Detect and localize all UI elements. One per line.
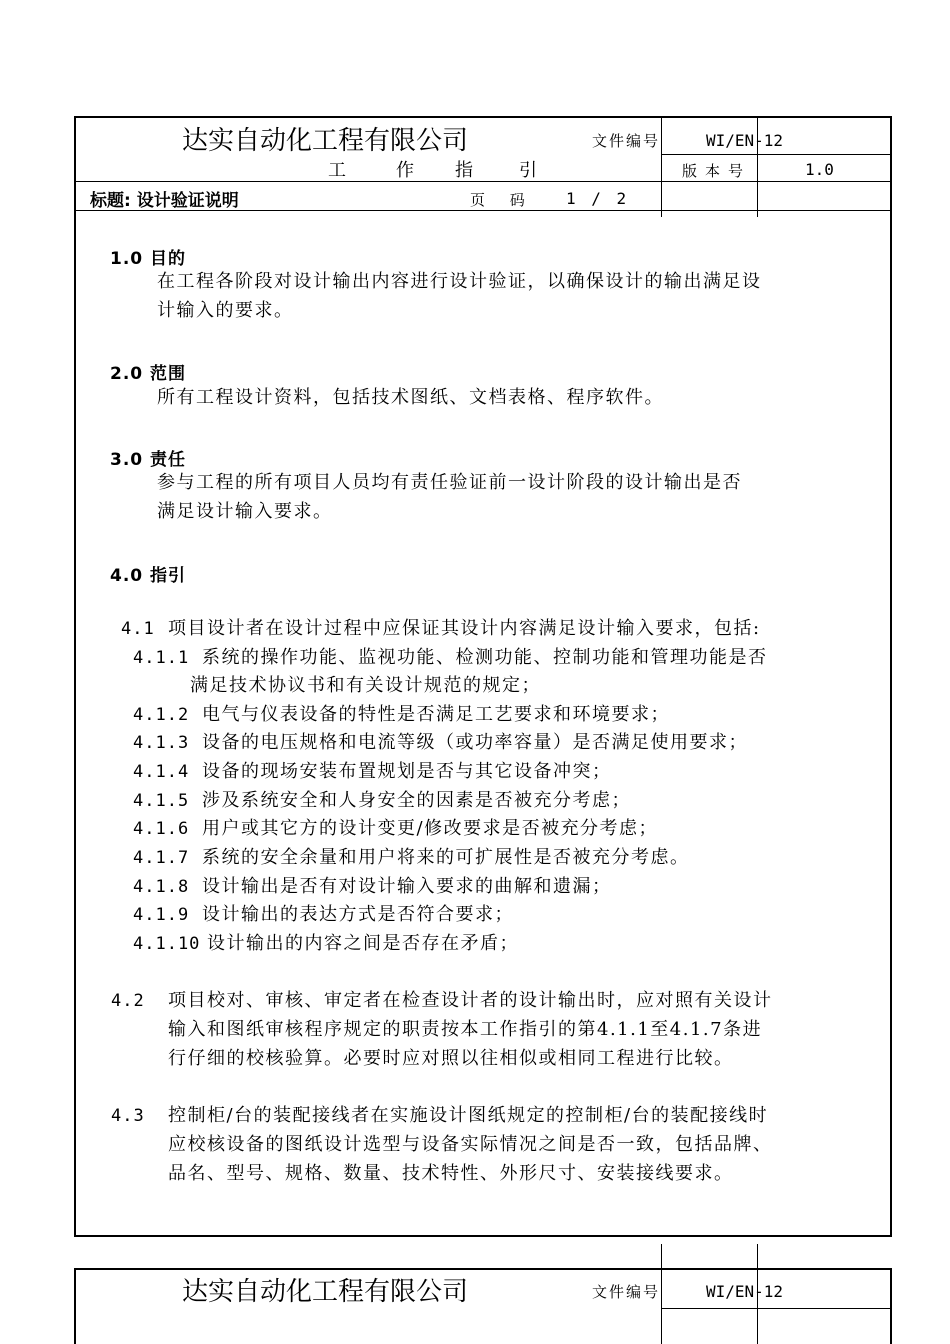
guide-item-number: 4.1.8 <box>133 877 190 897</box>
section-heading: 2.0 范围 <box>110 364 187 384</box>
header-grid-line <box>662 154 891 155</box>
version-label: 版本号 <box>682 162 752 180</box>
guide-item-text: 设备的电压规格和电流等级（或功率容量）是否满足使用要求； <box>202 732 748 753</box>
guide-item-text: 设计输出是否有对设计输入要求的曲解和遗漏； <box>202 876 612 897</box>
guide-number: 4.1 <box>121 619 155 639</box>
file-number: WI/EN-12 <box>706 131 784 150</box>
guide-item-text: 系统的安全余量和用户将来的可扩展性是否被充分考虑。 <box>202 847 690 868</box>
guide-item-number: 4.1.5 <box>133 791 190 811</box>
guide-text: 输入和图纸审核程序规定的职责按本工作指引的第4.1.1至4.1.7条进 <box>168 1019 763 1040</box>
guide-item-text: 设计输出的内容之间是否存在矛盾； <box>207 933 519 954</box>
version-number: 1.0 <box>805 160 834 179</box>
company-name: 达实自动化工程有限公司 <box>182 126 469 156</box>
guide-text: 项目设计者在设计过程中应保证其设计内容满足设计输入要求，包括: <box>168 618 761 639</box>
guide-item-text: 系统的操作功能、监视功能、检测功能、控制功能和管理功能是否 <box>202 647 768 668</box>
section-text: 所有工程设计资料，包括技术图纸、文档表格、程序软件。 <box>157 387 664 408</box>
guide-number: 4.3 <box>111 1106 145 1126</box>
section-text: 在工程各阶段对设计输出内容进行设计验证，以确保设计的输出满足设 <box>157 271 762 292</box>
guide-item-number: 4.1.6 <box>133 819 190 839</box>
guide-item-text: 用户或其它方的设计变更/修改要求是否被充分考虑； <box>202 818 659 839</box>
guide-item-text: 涉及系统安全和人身安全的因素是否被充分考虑； <box>202 790 631 811</box>
guide-number: 4.2 <box>111 991 145 1011</box>
next-file-number: WI/EN-12 <box>706 1282 784 1301</box>
section-heading: 1.0 目的 <box>110 249 187 269</box>
section-heading: 4.0 指引 <box>110 566 187 586</box>
guide-item-text: 设备的现场安装布置规划是否与其它设备冲突； <box>202 761 612 782</box>
next-header-grid-line <box>662 1308 891 1309</box>
header-grid-line <box>661 117 662 217</box>
guide-item-number: 4.1.2 <box>133 705 190 725</box>
doc-type-char: 引 <box>519 160 537 181</box>
doc-type-char: 作 <box>396 160 414 181</box>
section-text: 满足设计输入要求。 <box>157 501 333 522</box>
guide-item-text: 设计输出的表达方式是否符合要求； <box>202 904 514 925</box>
next-file-number-label: 文件编号 <box>592 1283 661 1301</box>
header-grid-line <box>75 181 891 182</box>
guide-item-number: 4.1.3 <box>133 733 190 753</box>
section-text: 计输入的要求。 <box>157 300 294 321</box>
guide-item-number: 4.1.10 <box>133 934 201 954</box>
doc-type-char: 工 <box>328 160 346 181</box>
guide-text: 项目校对、审核、审定者在检查设计者的设计输出时，应对照有关设计 <box>168 990 773 1011</box>
document-title: 标题: 设计验证说明 <box>90 191 239 211</box>
section-heading: 3.0 责任 <box>110 450 187 470</box>
page-number: 1 / 2 <box>566 189 630 208</box>
guide-item-text: 电气与仪表设备的特性是否满足工艺要求和环境要求； <box>202 704 670 725</box>
guide-text: 行仔细的校核验算。必要时应对照以往相似或相同工程进行比较。 <box>168 1048 734 1069</box>
section-text: 参与工程的所有项目人员均有责任验证前一设计阶段的设计输出是否 <box>157 472 742 493</box>
next-company-name: 达实自动化工程有限公司 <box>182 1277 469 1307</box>
guide-item-number: 4.1.9 <box>133 905 190 925</box>
guide-text: 品名、型号、规格、数量、技术特性、外形尺寸、安装接线要求。 <box>168 1163 734 1184</box>
guide-item-number: 4.1.7 <box>133 848 190 868</box>
file-number-label: 文件编号 <box>592 132 661 150</box>
guide-text: 应校核设备的图纸设计选型与设备实际情况之间是否一致，包括品牌、 <box>168 1134 773 1155</box>
doc-type-char: 指 <box>455 160 473 181</box>
guide-item-number: 4.1.4 <box>133 762 190 782</box>
guide-item-text: 满足技术协议书和有关设计规范的规定； <box>190 675 541 696</box>
guide-text: 控制柜/台的装配接线者在实施设计图纸规定的控制柜/台的装配接线时 <box>168 1105 769 1126</box>
page-label: 页 码 <box>470 191 535 209</box>
guide-item-number: 4.1.1 <box>133 648 190 668</box>
